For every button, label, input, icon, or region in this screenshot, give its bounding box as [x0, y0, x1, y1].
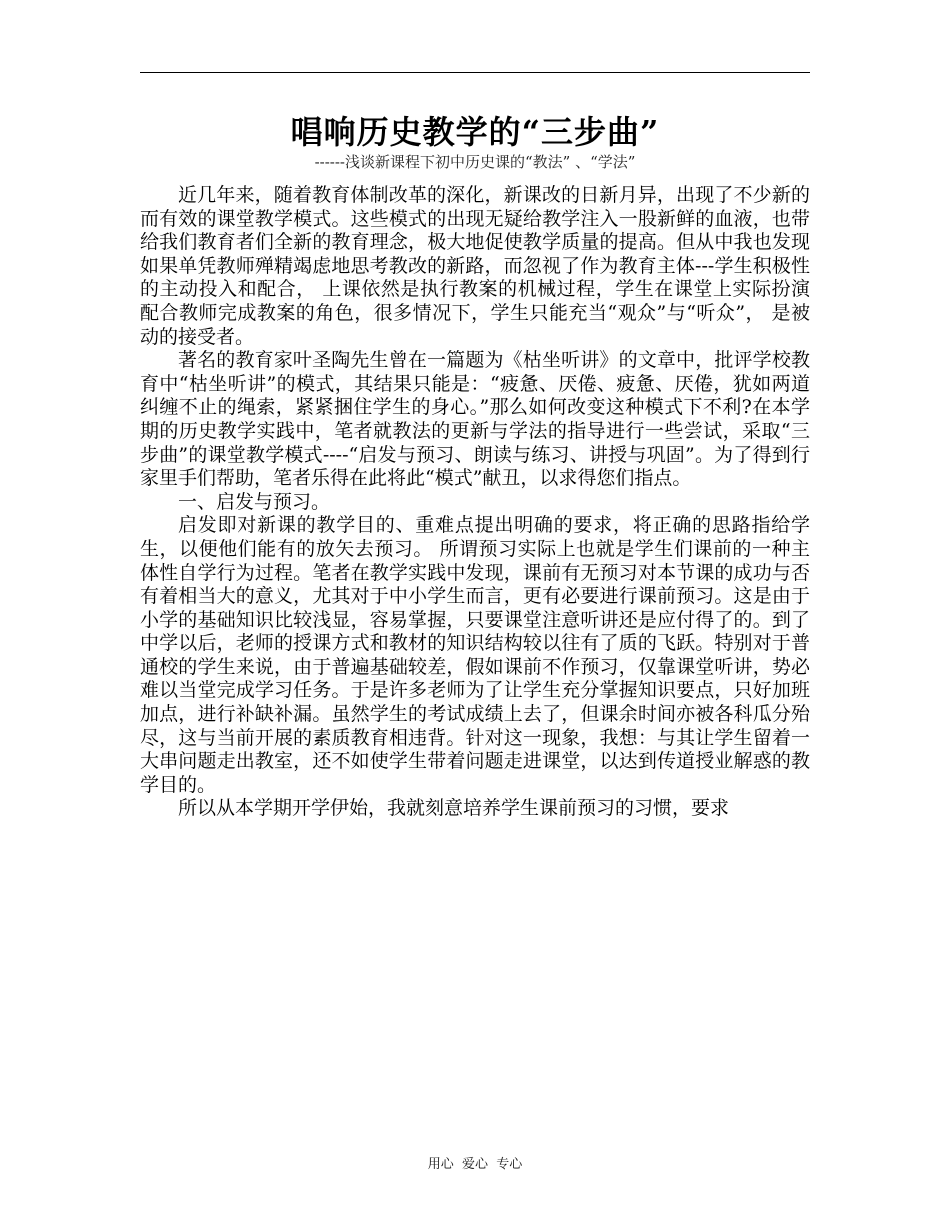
section-heading-1: 一、启发与预习。 [178, 490, 331, 513]
header-rule [140, 72, 810, 73]
paragraph-preview: 启发即对新课的教学目的、重难点提出明确的要求，将正确的思路指给学生，以便他们能有的放矢去预习。 所谓预习实际上也就是学生们课前的一种主体性自学行为过程。笔者在教学实践中发现，课前有无预习对本节课的成功与否有着相当大的意义，尤其对于中小学生而言，更有必要进行课前预习。这是由于小学的基础知识比较浅显，容易掌握，只要课堂注意听讲还是应付得了的。到了中学以后，老师的授课方式和教材的知识结构较以往有了质的飞跃。特别对于普通校的学生来说，由于普遍基础较差，假如课前不作预习，仅靠课堂听讲，势必难以当堂完成学习任务。于是许多老师为了让学生充分掌握知识要点，只好加班加点，进行补缺补漏。虽然学生的考试成绩上去了，但课余时间亦被各科瓜分殆尽，这与当前开展的素质教育相违背。针对这一现象，我想：与其让学生留着一大串问题走出教室，还不如使学生带着问题走进课堂，以达到传道授业解惑的教学目的。 [140, 514, 810, 796]
paragraph-continuation: 所以从本学期开学伊始，我就刻意培养学生课前预习的习惯，要求 [178, 797, 730, 820]
paragraph-ye-shengtao: 著名的教育家叶圣陶先生曾在一篇题为《枯坐听讲》的文章中，批评学校教育中“枯坐听讲”的模式，其结果只能是：“疲惫、厌倦、疲惫、厌倦，犹如两道纠缠不止的绳索，紧紧捆住学生的身心。”那么如何改变这种模式下不利?在本学期的历史教学实践中，笔者就教法的更新与学法的指导进行一些尝试，采取“三步曲”的课堂教学模式----“启发与预习、朗读与练习、讲授与巩固”。为了得到行家里手们帮助，笔者乐得在此将此“模式”献丑，以求得您们指点。 [140, 349, 810, 490]
document-body [140, 184, 810, 821]
page-footer: 用心 爱心 专心 [427, 1157, 523, 1172]
document-subtitle: ------浅谈新课程下初中历史课的“教法” 、“学法” [314, 153, 636, 171]
paragraph-intro: 近几年来，随着教育体制改革的深化，新课改的日新月异，出现了不少新的而有效的课堂教学模式。这些模式的出现无疑给教学注入一股新鲜的血液，也带给我们教育者们全新的教育理念，极大地促使教学质量的提高。但从中我也发现如果单凭教师殚精竭虑地思考教改的新路，而忽视了作为教育主体---学生积极性的主动投入和配合， 上课依然是执行教案的机械过程，学生在课堂上实际扮演配合教师完成教案的角色，很多情况下，学生只能充当“观众”与“听众”， 是被动的接受者。 [140, 184, 810, 348]
document-title: 唱响历史教学的“三步曲” [290, 113, 660, 151]
